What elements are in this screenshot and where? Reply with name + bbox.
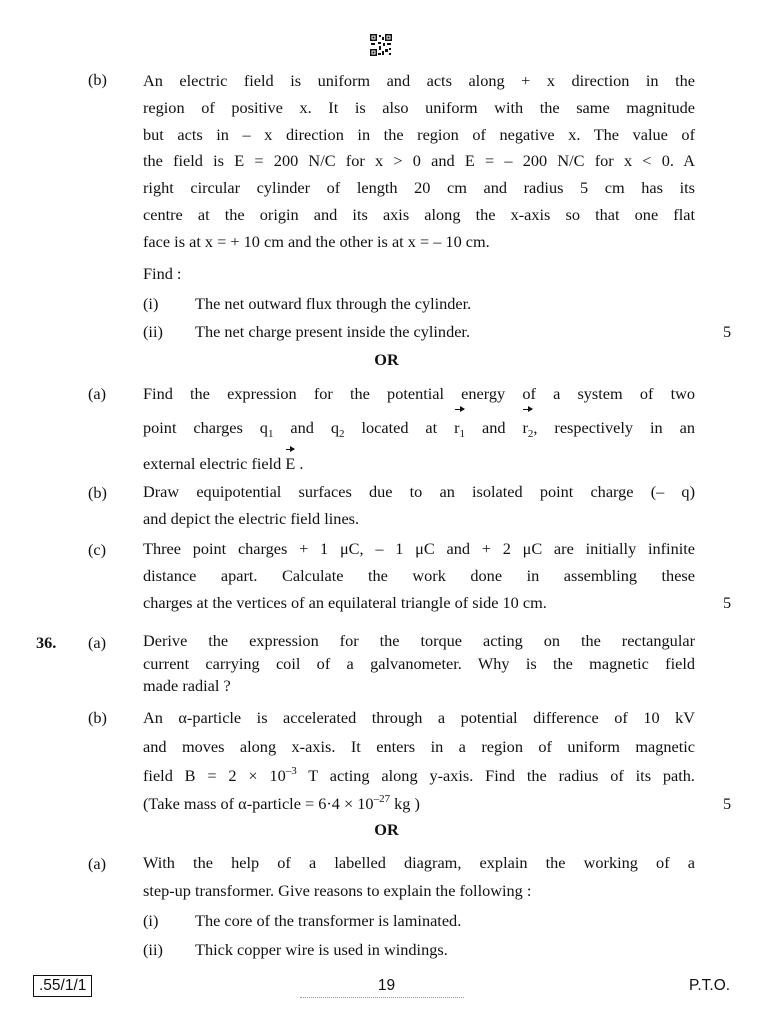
pto-label: P.T.O. [689,977,731,994]
text-line: distance apart. Calculate the work done in assembling these [143,565,695,585]
question-text [143,479,695,533]
question-text [143,381,695,478]
text-line: field $B = 2 \times 10^{-3}$ T acting along y-axis. Find the radius of its path. [143,765,695,785]
text-line: With the help of a labelled diagram, explain the working of a [143,853,695,872]
question-text [143,536,695,616]
or-divider: OR [374,350,399,369]
text-line: (Take mass of α-particle = $6\cdot 4 \times 10^{-27}$ kg ) [143,793,420,813]
question-text [143,850,695,905]
subpart-text: The net charge present inside the cylinder. [195,322,471,341]
text-line: made radial ? [143,676,231,695]
part-label: (c) [88,540,107,559]
or-divider: OR [374,820,399,839]
text-line: Derive the expression for the torque acting on the rectangular [143,631,695,650]
part-label: (b) [88,70,107,89]
part-label: (b) [88,708,107,727]
text-line: face is at x = + 10 cm and the other is at x = – 10 cm. [143,231,490,251]
part-label: (b) [88,483,107,502]
text-line: the field is E = 200 N/C for x > 0 and E = – 200 N/C for x < 0. A [143,151,695,171]
vector-E: E [285,451,295,478]
question-text [143,68,695,256]
question-number: 36. [36,633,57,652]
part-label: (a) [88,384,107,403]
subpart-text: The net outward flux through the cylinder. [195,294,472,313]
text-line: charges at the vertices of an equilateral triangle of side 10 cm. [143,592,547,612]
text-line: Draw equipotential surfaces due to an isolated point charge (– q) [143,482,695,501]
part-label: (a) [88,633,107,652]
subpart-text: Thick copper wire is used in windings. [195,940,448,959]
paper-code: .55/1/1 [33,975,92,997]
subpart-label: (ii) [143,940,163,959]
text-line: step-up transformer. Give reasons to explain the following : [143,881,532,900]
qr-code-icon [370,34,392,56]
text-line: external electric field E . [143,451,695,478]
vector-r2: $r_2$ [522,411,533,445]
page-number-underline [300,997,464,998]
text-line: and moves along x-axis. It enters in a region of uniform magnetic [143,737,695,756]
marks: 5 [723,794,732,813]
text-line: but acts in – x direction in the region of negative x. The value of [143,124,695,144]
page-number: 19 [377,977,396,994]
marks: 5 [723,322,732,341]
text-line: An α-particle is accelerated through a potential difference of 10 kV [143,708,695,727]
find-label: Find : [143,264,182,283]
marks: 5 [723,593,732,612]
question-text [143,705,695,818]
subpart-label: (i) [143,911,159,930]
subpart-label: (i) [143,294,159,313]
vector-r1: $r_1$ [454,411,465,445]
text-line: and depict the electric field lines. [143,508,360,528]
text-line: region of positive x. It is also uniform with the same magnitude [143,97,695,117]
text-line: right circular cylinder of length 20 cm and radius 5 cm has its [143,178,695,198]
subpart-text: The core of the transformer is laminated. [195,911,462,930]
part-label: (a) [88,854,107,873]
text-line: centre at the origin and its axis along the x-axis so that one flat [143,204,695,224]
text-line: An electric field is uniform and acts along + x direction in the [143,71,695,90]
question-text [143,630,695,698]
text-line: Find the expression for the potential energy of a system of two [143,384,695,403]
text-line: point charges $q_1$ and $q_2$ located at $r_1$ and $r_2$, respectively in an [143,411,695,445]
text-line: Three point charges + 1 μC, – 1 μC and + 2 μC are initially infinite [143,539,695,558]
text-line: current carrying coil of a galvanometer. Why is the magnetic field [143,653,695,673]
subpart-label: (ii) [143,322,163,341]
